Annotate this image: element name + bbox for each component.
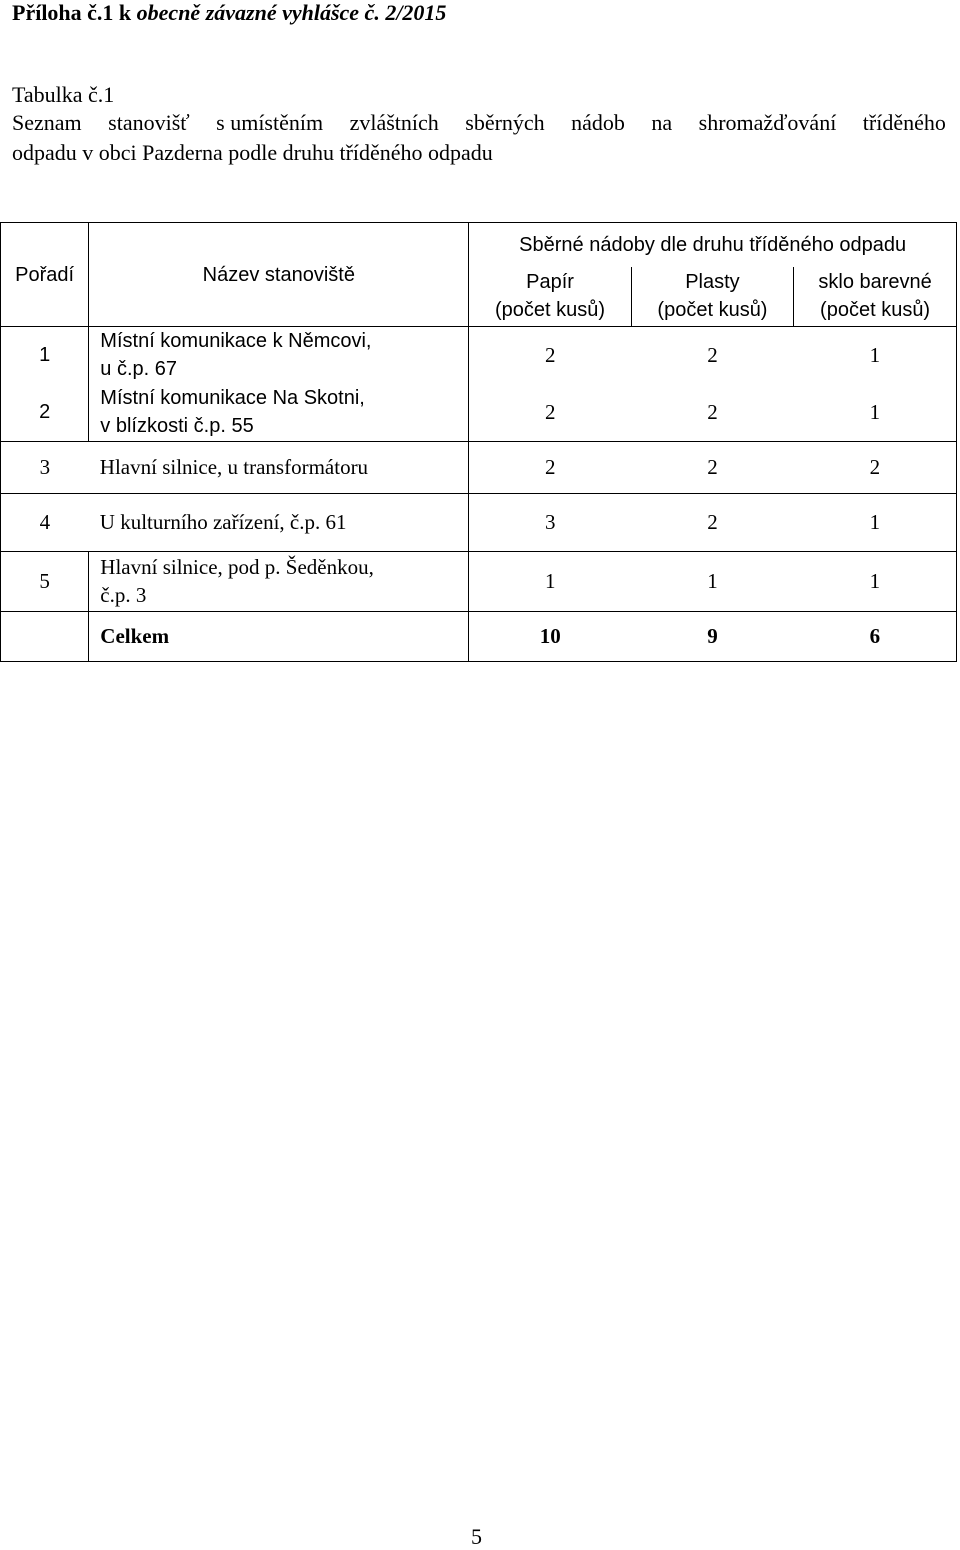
header-row-1 [1, 223, 957, 267]
heading-decree: obecně závazné vyhlášce č. 2/2015 [136, 0, 447, 25]
caption-word: stanovišť [108, 110, 190, 135]
total-row [1, 611, 957, 661]
row-site-name-line: Místní komunikace Na Skotni, [100, 386, 365, 409]
caption-word: tříděného [862, 110, 946, 135]
row-paper-count: 2 [469, 327, 631, 384]
header-name: Název stanoviště [89, 223, 469, 327]
row-plastic-count: 1 [631, 551, 793, 611]
header-glass-name: sklo barevné [818, 271, 932, 294]
row-site-name: Hlavní silnice, u transformátoru [89, 441, 469, 493]
header-order: Pořadí [1, 223, 89, 327]
caption-word: s umístěním [216, 110, 324, 135]
row-site-name [89, 551, 469, 611]
row-plastic-count: 2 [631, 327, 793, 384]
total-order-cell [1, 611, 89, 661]
header-plastic-unit: (počet kusů) [657, 299, 768, 322]
header-group: Sběrné nádoby dle druhu tříděného odpadu [469, 223, 957, 267]
row-site-name-line: v blízkosti č.p. 55 [100, 414, 254, 437]
row-plastic-count: 2 [631, 493, 793, 551]
row-site-name: U kulturního zařízení, č.p. 61 [89, 493, 469, 551]
page-number: 5 [471, 1524, 482, 1549]
row-site-name-line: u č.p. 67 [100, 358, 178, 380]
table-row [1, 551, 957, 611]
table-caption-line-1 [12, 108, 946, 138]
row-paper-count: 1 [469, 551, 631, 611]
total-glass-count: 6 [794, 611, 957, 661]
header-paper [469, 267, 631, 327]
table-label: Tabulka č.1 [12, 82, 115, 107]
row-site-name [89, 327, 469, 384]
total-label: Celkem [89, 611, 469, 661]
row-site-name-line: Hlavní silnice, pod p. Šeděnkou, [100, 555, 374, 579]
heading-prefix: Příloha č.1 k [12, 0, 137, 25]
total-paper-count: 10 [469, 611, 631, 661]
table-row [1, 493, 957, 551]
row-order: 5 [1, 551, 89, 611]
document-heading [12, 0, 446, 26]
row-plastic-count: 2 [631, 383, 793, 441]
table-caption-line-2: odpadu v obci Pazderna podle druhu tříděného odpadu [12, 140, 493, 165]
row-order: 1 [1, 327, 89, 384]
header-paper-unit: (počet kusů) [495, 299, 606, 322]
collection-sites-table [0, 222, 957, 662]
row-paper-count: 2 [469, 441, 631, 493]
header-glass [794, 267, 957, 327]
row-paper-count: 2 [469, 383, 631, 441]
caption-word: na [651, 110, 673, 135]
header-plastic-name: Plasty [685, 271, 740, 294]
row-order: 2 [1, 383, 89, 441]
caption-word: Seznam [12, 110, 82, 135]
caption-word: sběrných [465, 110, 545, 135]
row-order: 4 [1, 493, 89, 551]
header-glass-unit: (počet kusů) [820, 299, 931, 322]
row-site-name-line: Místní komunikace k Němcovi, [100, 330, 372, 352]
row-site-name [89, 383, 469, 441]
row-glass-count: 1 [794, 551, 957, 611]
table-row [1, 441, 957, 493]
row-glass-count: 1 [794, 327, 957, 384]
caption-word: nádob [571, 110, 625, 135]
row-glass-count: 2 [794, 441, 957, 493]
header-plastic [631, 267, 793, 327]
table-row [1, 327, 957, 384]
row-order: 3 [1, 441, 89, 493]
row-glass-count: 1 [794, 383, 957, 441]
row-glass-count: 1 [794, 493, 957, 551]
caption-word: shromažďování [698, 110, 837, 135]
row-plastic-count: 2 [631, 441, 793, 493]
header-paper-name: Papír [526, 271, 574, 294]
table-row [1, 383, 957, 441]
total-plastic-count: 9 [631, 611, 793, 661]
caption-word: zvláštních [349, 110, 439, 135]
row-site-name-line: č.p. 3 [100, 583, 147, 607]
row-paper-count: 3 [469, 493, 631, 551]
